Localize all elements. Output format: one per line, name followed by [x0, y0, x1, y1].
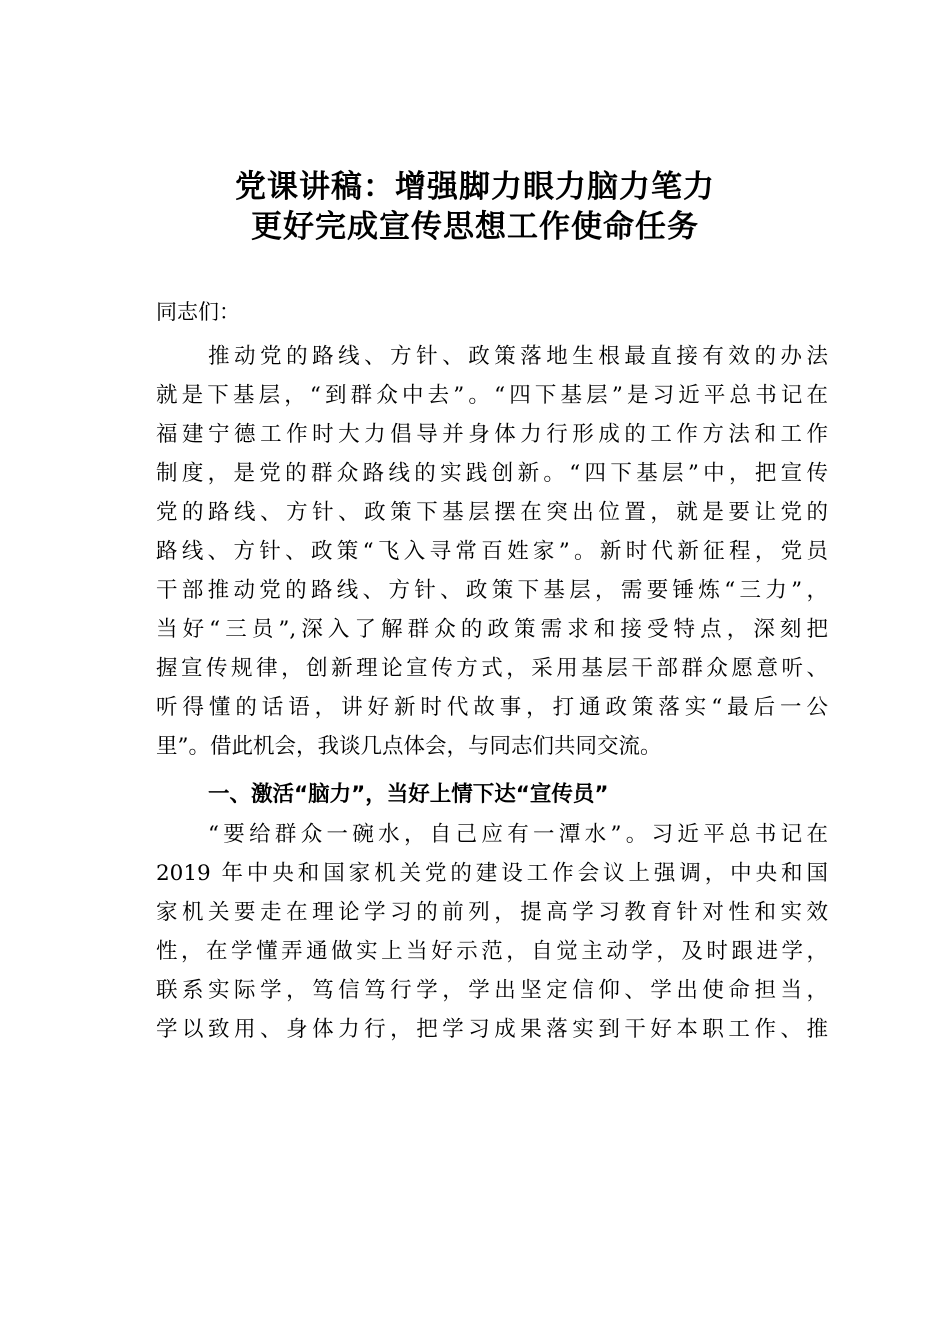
- section-1-heading: 一、激活“脑力”，当好上情下达“宣传员”: [208, 782, 609, 807]
- paragraph-line: 握宣传规律，创新理论宣传方式，采用基层干部群众愿意听、: [156, 656, 828, 681]
- paragraph-line: 家机关要走在理论学习的前列，提高学习教育针对性和实效: [156, 900, 828, 925]
- salutation: 同志们：: [156, 300, 240, 324]
- paragraph-line: 学以致用、身体力行，把学习成果落实到干好本职工作、推: [156, 1017, 828, 1042]
- paragraph-line: 2019 年中央和国家机关党的建设工作会议上强调，中央和国: [156, 861, 828, 886]
- paragraph-line: 党的路线、方针、政策下基层摆在突出位置，就是要让党的: [156, 500, 828, 525]
- paragraph-line: 福建宁德工作时大力倡导并身体力行形成的工作方法和工作: [156, 422, 828, 447]
- paragraph-line: “要给群众一碗水，自己应有一潭水”。习近平总书记在: [208, 822, 828, 847]
- paragraph-line: 推动党的路线、方针、政策落地生根最直接有效的办法: [208, 344, 828, 369]
- paragraph-line: 联系实际学，笃信笃行学，学出坚定信仰、学出使命担当，: [156, 978, 828, 1003]
- document-title-line-1: 党课讲稿：增强脚力眼力脑力笔力: [235, 169, 715, 205]
- paragraph-line: 干部推动党的路线、方针、政策下基层，需要锤炼“三力”，: [156, 578, 828, 603]
- paragraph-line: 听得懂的话语，讲好新时代故事，打通政策落实“最后一公: [156, 695, 828, 720]
- paragraph-line: 制度，是党的群众路线的实践创新。“四下基层”中，把宣传: [156, 461, 828, 486]
- paragraph-line: 路线、方针、政策“飞入寻常百姓家”。新时代新征程，党员: [156, 539, 828, 564]
- paragraph-line: 里”。借此机会，我谈几点体会，与同志们共同交流。: [156, 734, 662, 759]
- document-title-line-2: 更好完成宣传思想工作使命任务: [251, 209, 699, 245]
- paragraph-line: 就是下基层，“到群众中去”。“四下基层”是习近平总书记在: [156, 383, 828, 408]
- paragraph-line: 性，在学懂弄通做实上当好示范，自觉主动学，及时跟进学，: [156, 939, 828, 964]
- paragraph-line: 当好“三员”,深入了解群众的政策需求和接受特点，深刻把: [156, 617, 828, 642]
